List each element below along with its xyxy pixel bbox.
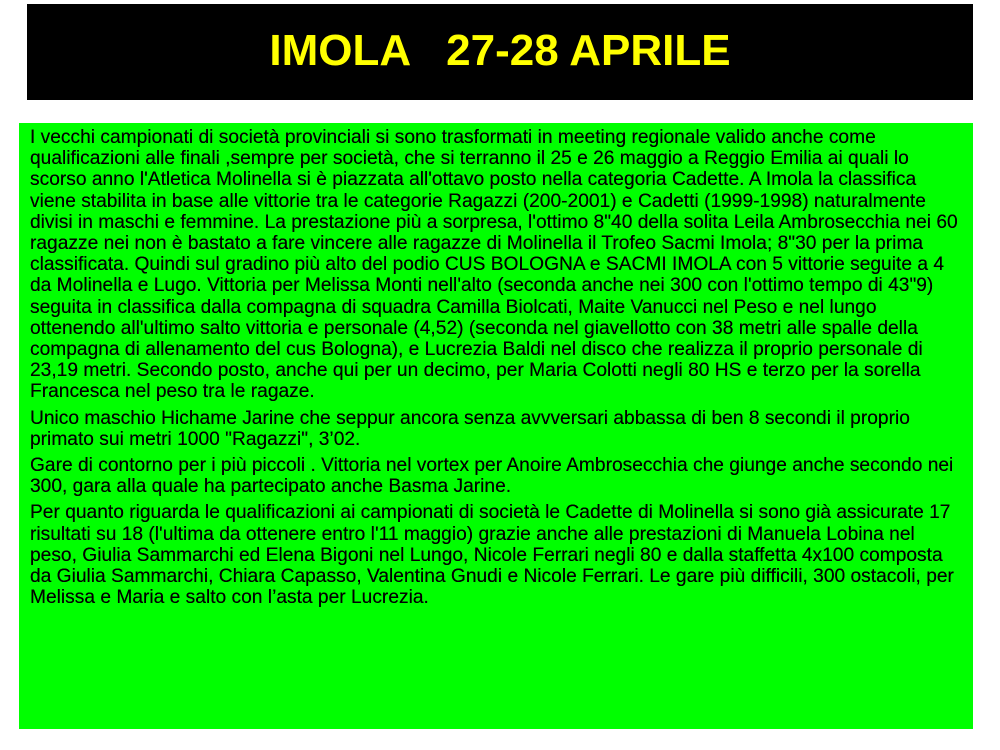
paragraph-side-races: Gare di contorno per i più piccoli . Vittoria nel vortex per Anoire Ambrosecchia che giunge anche secondo nei 300, gara alla quale ha partecipato anche Basma Jarine.: [30, 455, 954, 498]
paragraph-male-result: Unico maschio Hichame Jarine che seppur ancora senza avvversari abbassa di ben 8 secondi il proprio primato sui metri 1000 "Ragazzi", 3’02.: [30, 407, 910, 450]
paragraph-meeting-report: I vecchi campionati di società provinciali si sono trasformati in meeting regionale valido anche come qualificazioni alle finali ,sempre per società, che si terranno il 25 e 26 maggio a Reggio Emilia ai quali lo scorso anno l'Atletica Molinella si è piazzata all'ottavo posto nella categoria Cadette. A Imola la classifica viene stabilita in base alle vittorie tra le categorie Ragazzi (200-2001) e Cadetti (1999-1998) naturalmente divisi in maschi e femmine. La prestazione più a sorpresa, l'ottimo 8"40 della solita Leila Ambrosecchia nei 60 ragazze nei non è bastato a fare vincere alle ragazze di Molinella il Trofeo Sacmi Imola; 8"30 per la prima classificata. Quindi sul gradino più alto del podio CUS BOLOGNA e SACMI IMOLA con 5 vittorie seguite a 4 da Molinella e Lugo. Vittoria per Melissa Monti nell'alto (seconda anche nei 300 con l'ottimo tempo di 43"9) seguita in classifica dalla compagna di squadra Camilla Biolcati, Maite Vanucci nel Peso e nel lungo ottenendo all'ultimo salto vittoria e personale (4,52) (seconda nel giavellotto con 38 metri alle spalle della compagna di allenamento del cus Bologna), e Lucrezia Baldi nel disco che realizza il proprio personale di 23,19 metri. Secondo posto, anche qui per un decimo, per Maria Colotti negli 80 HS e terzo per la sorella Francesca nel peso tra le ragaze.: [30, 127, 958, 403]
slide-title-bar: [27, 4, 973, 100]
slide-title: IMOLA 27-28 APRILE: [269, 26, 731, 75]
paragraph-qualifications: Per quanto riguarda le qualificazioni ai campionati di società le Cadette di Molinella si sono già assicurate 17 risultati su 18 (l'ultima da ottenere entro l'11 maggio) grazie anche alle prestazioni di Manuela Lobina nel peso, Giulia Sammarchi ed Elena Bigoni nel Lungo, Nicole Ferrari negli 80 e dalla staffetta 4x100 composta da Giulia Sammarchi, Chiara Capasso, Valentina Gnudi e Nicole Ferrari. Le gare più difficili, 300 ostacoli, per Melissa e Maria e salto con l’asta per Lucrezia.: [30, 502, 954, 609]
slide-body: [19, 123, 973, 729]
